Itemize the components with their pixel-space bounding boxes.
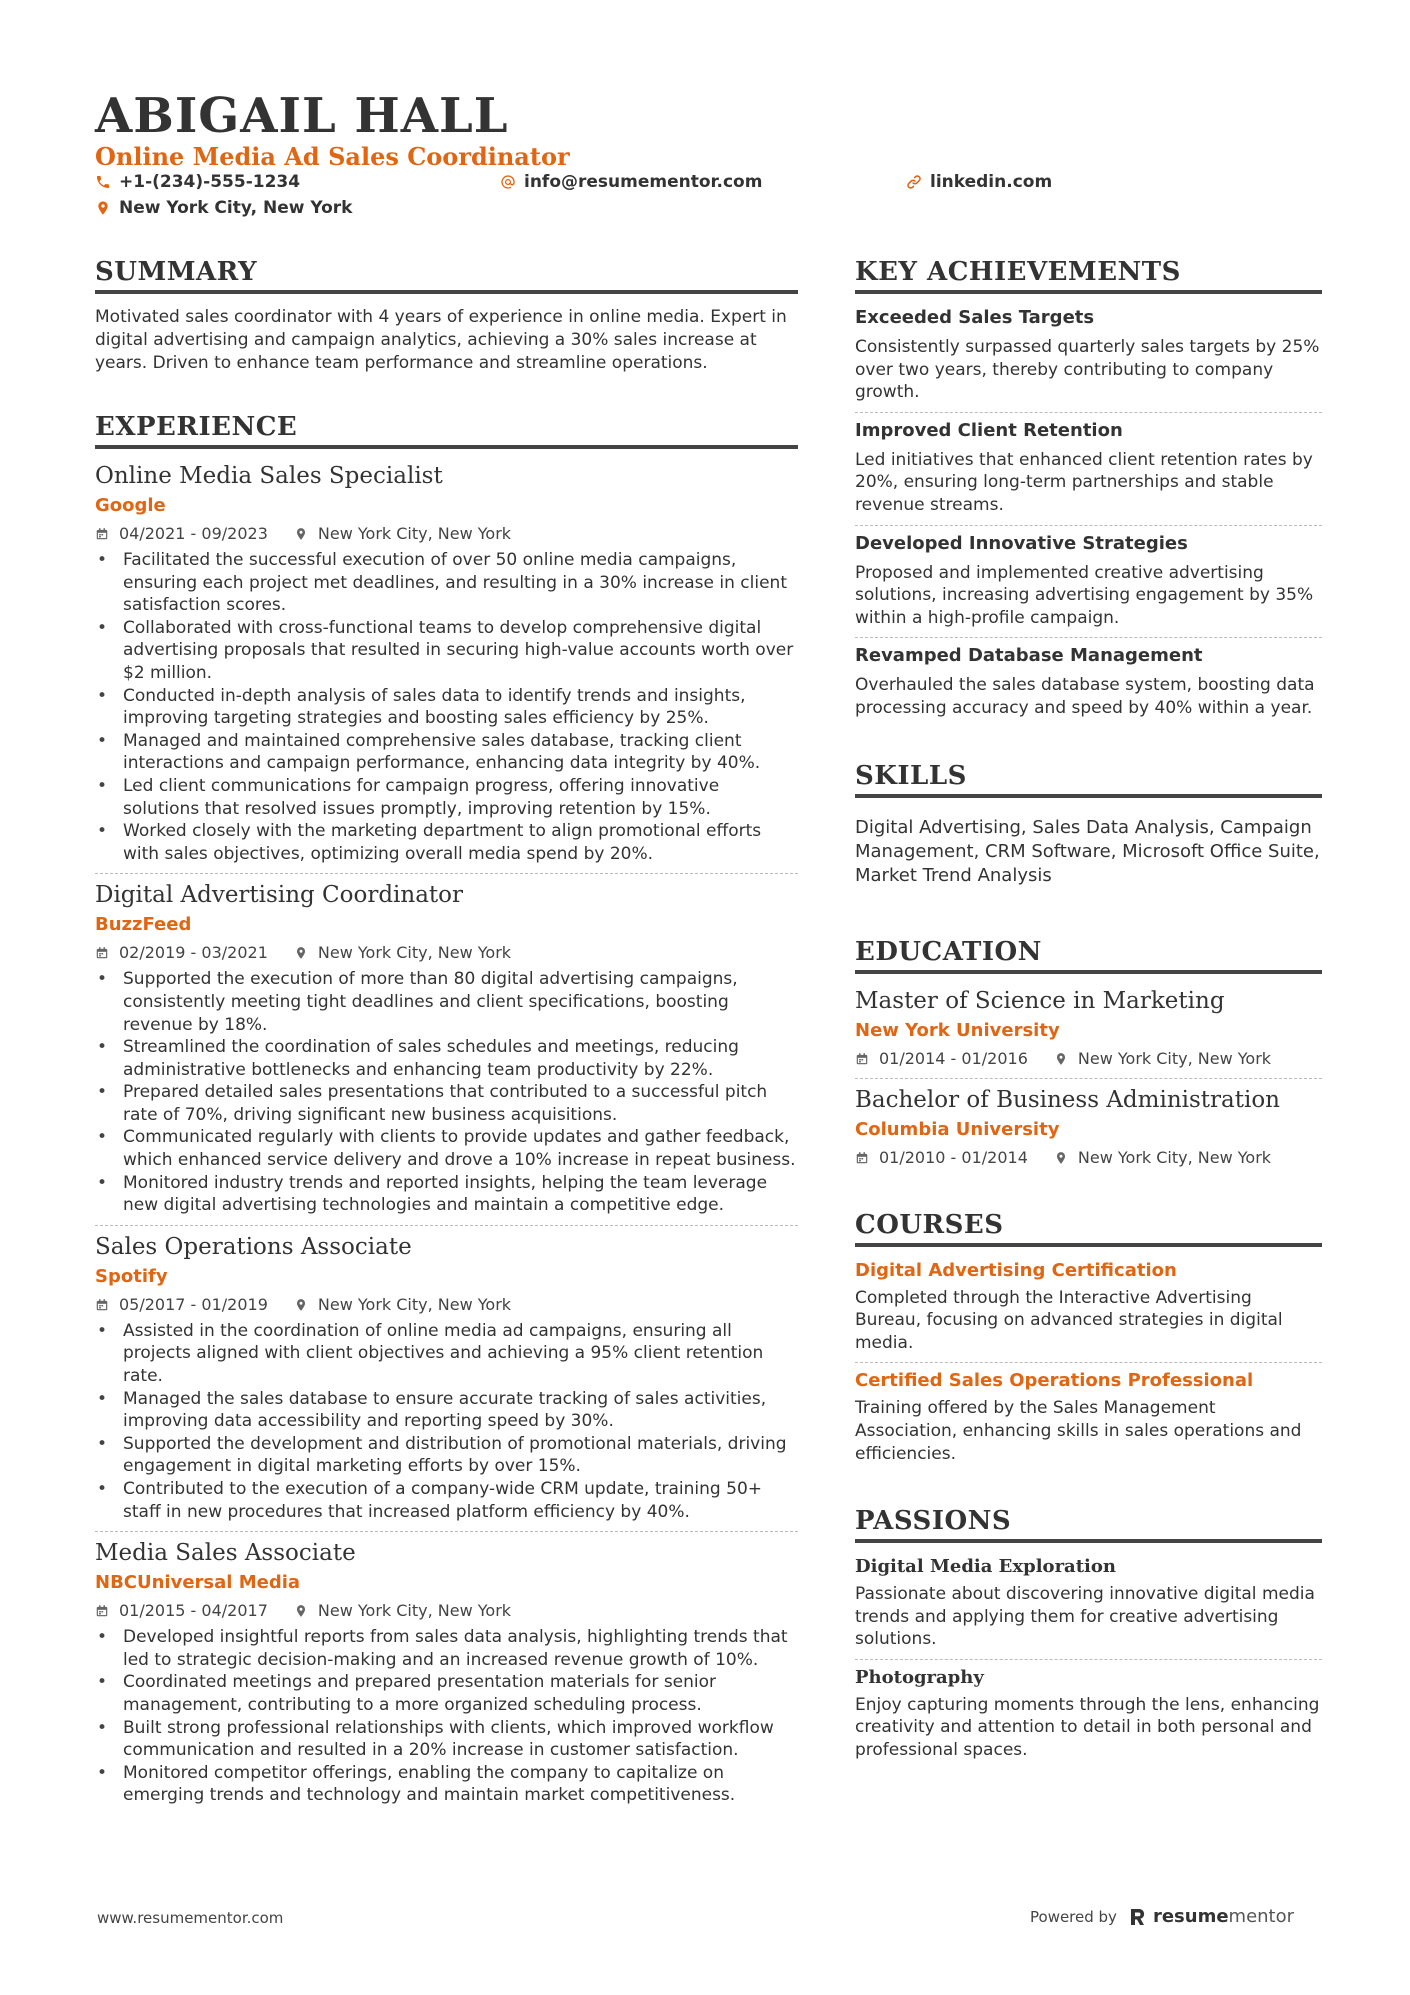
job-dates: 01/2015 - 04/2017 — [119, 1601, 268, 1621]
brand-name-bold: resume — [1152, 1906, 1229, 1927]
left-column — [95, 256, 798, 1807]
job-title: Sales Operations Associate — [95, 1233, 412, 1260]
course-text: Training offered by the Sales Management Association, enhancing skills in sales operations and efficiencies. — [855, 1398, 1302, 1464]
bullet-item: • Streamlined the coordination of sales schedules and meetings, reducing administrative bottlenecks and enhancing team productivity by 22%. — [95, 1036, 798, 1081]
calendar-icon — [95, 527, 109, 541]
education-dates: 01/2014 - 01/2016 — [879, 1048, 1028, 1068]
job-meta — [95, 942, 798, 964]
contact-linkedin[interactable] — [906, 171, 1052, 193]
bullet-item: • Worked closely with the marketing department to align promotional efforts with sales objectives, optimizing overall media spend by 20%. — [95, 820, 798, 865]
job-company: Google — [95, 495, 166, 516]
divider — [855, 525, 1322, 526]
passion-item — [855, 1555, 1322, 1651]
achievement-text: Overhauled the sales database system, boosting data processing accuracy and speed by 40% within a year. — [855, 675, 1315, 718]
job-location: New York City, New York — [317, 524, 512, 543]
achievement-item — [855, 419, 1322, 517]
bullet-item: • Facilitated the successful execution of over 50 online media campaigns, ensuring each project met deadlines, and resulting in a 30% increase in client satisfaction scores. — [95, 549, 798, 617]
job-meta — [95, 523, 798, 545]
link-icon — [906, 174, 922, 190]
job-location: New York City, New York — [317, 943, 512, 963]
experience-heading: EXPERIENCE — [95, 411, 798, 449]
achievement-item — [855, 532, 1322, 630]
bullet-item: • Monitored competitor offerings, enabling the company to capitalize on emerging trends and technology and maintain market competitiveness. — [95, 1762, 798, 1807]
job-title: Media Sales Associate — [95, 1540, 356, 1567]
location-text: New York City, New York — [119, 198, 353, 218]
passion-text: Passionate about discovering innovative digital media trends and applying them for creative advertising solutions. — [855, 1584, 1315, 1650]
bullet-item: • Managed the sales database to ensure accurate tracking of sales activities, improving data accessibility and reporting speed by 30%. — [95, 1388, 798, 1433]
candidate-title: Online Media Ad Sales Coordinator — [95, 142, 570, 171]
contact-email[interactable] — [500, 171, 762, 193]
bullet-item: • Managed and maintained comprehensive sales database, tracking client interactions and campaign performance, enhancing data integrity by 40%. — [95, 730, 798, 775]
summary-text: Motivated sales coordinator with 4 years of experience in online media. Expert in digital advertising and campaign analytics, achieving a 30% sales increase at years. Driven to enhance team performance and streamline operations. — [95, 307, 787, 373]
job-bullets — [95, 549, 798, 865]
divider — [855, 412, 1322, 413]
education-location: New York City, New York — [1077, 1048, 1272, 1068]
phone-text: +1-(234)-555-1234 — [119, 172, 301, 192]
resumementor-logo-icon — [1129, 1907, 1147, 1927]
education-heading: EDUCATION — [855, 936, 1322, 974]
bullet-item: • Monitored industry trends and reported insights, helping the team leverage new digital advertising technologies and maintain a competitive edge. — [95, 1172, 798, 1217]
divider — [855, 637, 1322, 638]
bullet-item: • Conducted in-depth analysis of sales data to identify trends and insights, improving targeting strategies and boosting sales efficiency by 25%. — [95, 685, 798, 730]
job-meta — [95, 1294, 798, 1316]
course-item — [855, 1369, 1322, 1465]
skills-heading: SKILLS — [855, 760, 1322, 798]
passion-title: Photography — [855, 1666, 984, 1688]
divider — [95, 873, 798, 874]
achievement-text: Led initiatives that enhanced client retention rates by 20%, ensuring long-term partnerships and stable revenue streams. — [855, 449, 1313, 515]
bullet-item: • Led client communications for campaign progress, offering innovative solutions that resolved issues promptly, improving retention by 15%. — [95, 775, 798, 820]
job-meta — [95, 1600, 798, 1622]
job-location: New York City, New York — [317, 1294, 512, 1314]
job-bullets — [95, 968, 798, 1217]
location-pin-icon — [294, 527, 308, 541]
job-entry — [95, 1232, 798, 1523]
bullet-item: • Built strong professional relationships with clients, which improved workflow communication and resulted in a 20% increase in customer satisfaction. — [95, 1717, 798, 1762]
education-meta — [855, 1048, 1322, 1070]
job-company: NBCUniversal Media — [95, 1572, 301, 1594]
education-item — [855, 1085, 1322, 1169]
linkedin-text: linkedin.com — [930, 172, 1053, 192]
job-title: Digital Advertising Coordinator — [95, 882, 464, 909]
achievement-text: Consistently surpassed quarterly sales targets by 25% over two years, thereby contributing to company growth. — [855, 337, 1320, 403]
contact-location — [95, 197, 352, 219]
job-dates: 04/2021 - 09/2023 — [119, 524, 268, 543]
job-bullets — [95, 1320, 798, 1523]
contact-phone — [95, 171, 300, 193]
right-column — [855, 256, 1322, 1762]
passions-heading: PASSIONS — [855, 1505, 1322, 1543]
passion-title: Digital Media Exploration — [855, 1556, 1116, 1578]
achievement-item — [855, 306, 1322, 404]
courses-heading: COURSES — [855, 1209, 1322, 1247]
course-title: Digital Advertising Certification — [855, 1259, 1177, 1281]
skills-text: Digital Advertising, Sales Data Analysis, Campaign Management, CRM Software, Microsoft Office Suite, Market Trend Analysis — [855, 816, 1320, 886]
brand-name-light: mentor — [1228, 1906, 1295, 1927]
job-dates: 05/2017 - 01/2019 — [119, 1294, 268, 1314]
achievement-title: Revamped Database Management — [855, 645, 1203, 667]
achievement-title: Improved Client Retention — [855, 419, 1123, 441]
education-meta — [855, 1147, 1322, 1169]
calendar-icon — [95, 1298, 109, 1312]
divider — [95, 1531, 798, 1532]
education-degree: Bachelor of Business Administration — [855, 1086, 1280, 1113]
education-school: New York University — [855, 1019, 1060, 1041]
location-pin-icon — [1054, 1151, 1068, 1165]
divider — [95, 1225, 798, 1226]
achievement-item — [855, 644, 1322, 719]
summary-heading: SUMMARY — [95, 256, 798, 294]
divider — [855, 1078, 1322, 1079]
candidate-name: ABIGAIL HALL — [95, 88, 509, 144]
bullet-item: • Developed insightful reports from sales data analysis, highlighting trends that led to strategic decision-making and an increased revenue growth of 10%. — [95, 1626, 798, 1671]
job-entry — [95, 461, 798, 865]
job-entry — [95, 1538, 798, 1807]
location-pin-icon — [294, 1604, 308, 1618]
education-dates: 01/2010 - 01/2014 — [879, 1147, 1028, 1167]
location-pin-icon — [294, 946, 308, 960]
job-location: New York City, New York — [317, 1601, 512, 1621]
achievements-heading: KEY ACHIEVEMENTS — [855, 256, 1322, 294]
powered-by-text: Powered by — [1030, 1908, 1117, 1926]
education-degree: Master of Science in Marketing — [855, 987, 1225, 1014]
job-company: Spotify — [95, 1265, 168, 1287]
bullet-item: • Assisted in the coordination of online media ad campaigns, ensuring all projects aligned with client objectives and achieving a 95% client retention rate. — [95, 1320, 798, 1388]
achievement-title: Developed Innovative Strategies — [855, 532, 1188, 554]
achievement-title: Exceeded Sales Targets — [855, 307, 1095, 328]
phone-icon — [95, 174, 111, 190]
bullet-item: • Coordinated meetings and prepared presentation materials for senior management, contributing to a more organized scheduling process. — [95, 1671, 798, 1716]
job-bullets — [95, 1626, 798, 1807]
job-entry — [95, 880, 798, 1217]
email-text: info@resumementor.com — [524, 172, 763, 192]
bullet-item: • Communicated regularly with clients to provide updates and gather feedback, which enhanced service delivery and drove a 10% increase in repeat business. — [95, 1126, 798, 1171]
course-text: Completed through the Interactive Advertising Bureau, focusing on advanced strategies in digital media. — [855, 1287, 1283, 1353]
job-title: Online Media Sales Specialist — [95, 463, 443, 489]
education-location: New York City, New York — [1077, 1147, 1272, 1167]
calendar-icon — [95, 946, 109, 960]
calendar-icon — [855, 1151, 869, 1165]
bullet-item: • Collaborated with cross-functional teams to develop comprehensive digital advertising proposals that resulted in securing high-value accounts worth over $2 million. — [95, 617, 798, 685]
course-item — [855, 1259, 1322, 1355]
footer-website[interactable]: www.resumementor.com — [97, 1909, 284, 1927]
education-item — [855, 986, 1322, 1070]
bullet-item: • Prepared detailed sales presentations that contributed to a successful pitch rate of 70%, driving significant new business acquisitions. — [95, 1081, 798, 1126]
bullet-item: • Supported the development and distribution of promotional materials, driving engagement in digital marketing efforts by over 15%. — [95, 1433, 798, 1478]
at-icon — [500, 174, 516, 190]
achievement-text: Proposed and implemented creative advertising solutions, increasing advertising engagement by 35% within a high-profile campaign. — [855, 562, 1314, 628]
bullet-item: • Contributed to the execution of a company-wide CRM update, training 50+ staff in new procedures that increased platform efficiency by 40%. — [95, 1478, 798, 1523]
calendar-icon — [855, 1052, 869, 1066]
divider — [855, 1362, 1322, 1363]
divider — [855, 1659, 1322, 1660]
passion-item — [855, 1666, 1322, 1762]
course-title: Certified Sales Operations Professional — [855, 1370, 1254, 1392]
location-pin-icon — [294, 1298, 308, 1312]
passion-text: Enjoy capturing moments through the lens, enhancing creativity and attention to detail in both personal and professional spaces. — [855, 1694, 1320, 1761]
job-company: BuzzFeed — [95, 914, 192, 936]
bullet-item: • Supported the execution of more than 80 digital advertising campaigns, consistently meeting tight deadlines and client specifications, boosting revenue by 18%. — [95, 968, 798, 1036]
location-pin-icon — [1054, 1052, 1068, 1066]
footer-branding — [1030, 1906, 1294, 1928]
location-pin-icon — [95, 200, 111, 216]
brand-logo[interactable] — [1129, 1906, 1294, 1928]
calendar-icon — [95, 1604, 109, 1618]
education-school: Columbia University — [855, 1118, 1060, 1140]
job-dates: 02/2019 - 03/2021 — [119, 943, 268, 963]
